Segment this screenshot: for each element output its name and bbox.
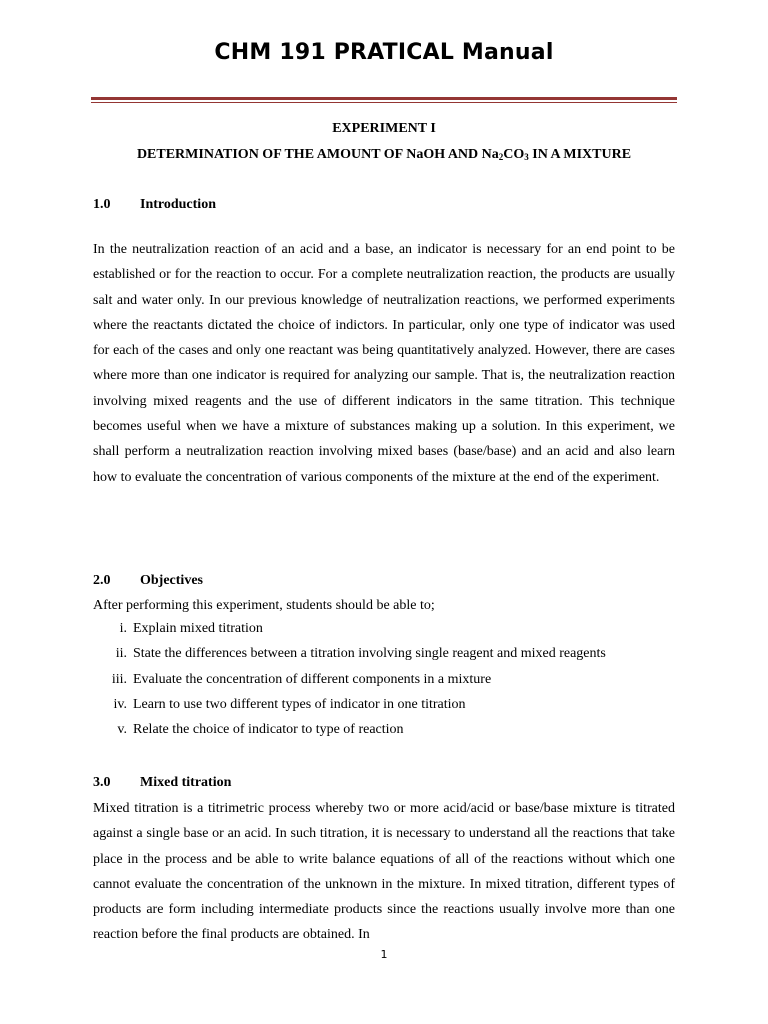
- page-header-title: CHM 191 PRATICAL Manual: [214, 40, 554, 65]
- mixed-titration-heading: [93, 775, 231, 791]
- introduction-heading-text: Introduction: [140, 197, 216, 212]
- objectives-intro: After performing this experiment, students should be able to;: [93, 598, 435, 613]
- mixed-titration-number: 3.0: [93, 775, 111, 790]
- list-item-text: Relate the choice of indicator to type of reaction: [133, 722, 404, 738]
- list-item-text: State the differences between a titration involving single reagent and mixed reagents: [133, 646, 606, 662]
- objectives-list: [93, 621, 606, 747]
- introduction-number: 1.0: [93, 197, 111, 212]
- subtitle-subscript-1: 2: [498, 152, 504, 162]
- experiment-subtitle: [0, 147, 768, 163]
- subtitle-subscript-2: 3: [524, 152, 529, 162]
- objectives-heading: [93, 573, 203, 589]
- list-item: [93, 672, 606, 697]
- introduction-heading: [93, 197, 216, 213]
- list-item-text: Learn to use two different types of indicator in one titration: [133, 696, 466, 712]
- page-number: 1: [380, 948, 388, 961]
- objectives-heading-text: Objectives: [140, 573, 203, 588]
- objectives-number: 2.0: [93, 573, 111, 588]
- list-marker: iv.: [113, 696, 127, 712]
- list-marker: v.: [117, 722, 127, 738]
- list-item: [93, 697, 606, 722]
- subtitle-part-1: DETERMINATION OF THE AMOUNT OF NaOH AND Na: [136, 147, 499, 162]
- list-item: [93, 722, 606, 747]
- mixed-titration-paragraph: Mixed titration is a titrimetric process whereby two or more acid/acid or base/base mixture is titrated against a single base or an acid. In such titration, it is necessary to understand all the reactions that take place in the process and be able to write balance equations of all of the reactions without which one cannot evaluate the concentration of the unknown in the mixture. In mixed titration, different types of products are form including intermediate products since the reactions usually involve more than one reaction before the final products are obtained. In: [93, 801, 675, 943]
- list-item-text: Evaluate the concentration of different components in a mixture: [133, 671, 492, 687]
- experiment-title: EXPERIMENT I: [332, 121, 436, 136]
- header-rule-thin: [91, 102, 677, 103]
- subtitle-part-3: IN A MIXTURE: [528, 147, 632, 162]
- introduction-paragraph: In the neutralization reaction of an acid and a base, an indicator is necessary for an end point to be established or for the reaction to occur. For a complete neutralization reaction, the products are usually salt and water only. In our previous knowledge of neutralization reactions, we performed experiments where the reactants dictated the choice of indictors. In particular, only one type of indicator was used for each of the cases and only one reactant was being quantitatively analyzed. However, there are cases where more than one indicator is required for analyzing our sample. That is, the neutralization reaction involving mixed reagents and the use of different indicators in the same titration. This technique becomes useful when we have a mixture of substances making up a solution. In this experiment, we shall perform a neutralization reaction involving mixed bases (base/base) and an acid and also learn how to evaluate the concentration of various components of the mixture at the end of the experiment.: [93, 242, 675, 485]
- subtitle-part-2: CO: [503, 147, 525, 162]
- header-rule-thick: [91, 97, 677, 100]
- list-marker: i.: [119, 621, 127, 636]
- mixed-titration-heading-text: Mixed titration: [140, 775, 232, 790]
- list-marker: iii.: [111, 671, 127, 687]
- list-item: [93, 621, 606, 646]
- list-item: [93, 646, 606, 671]
- list-marker: ii.: [115, 646, 127, 662]
- list-item-text: Explain mixed titration: [133, 621, 263, 636]
